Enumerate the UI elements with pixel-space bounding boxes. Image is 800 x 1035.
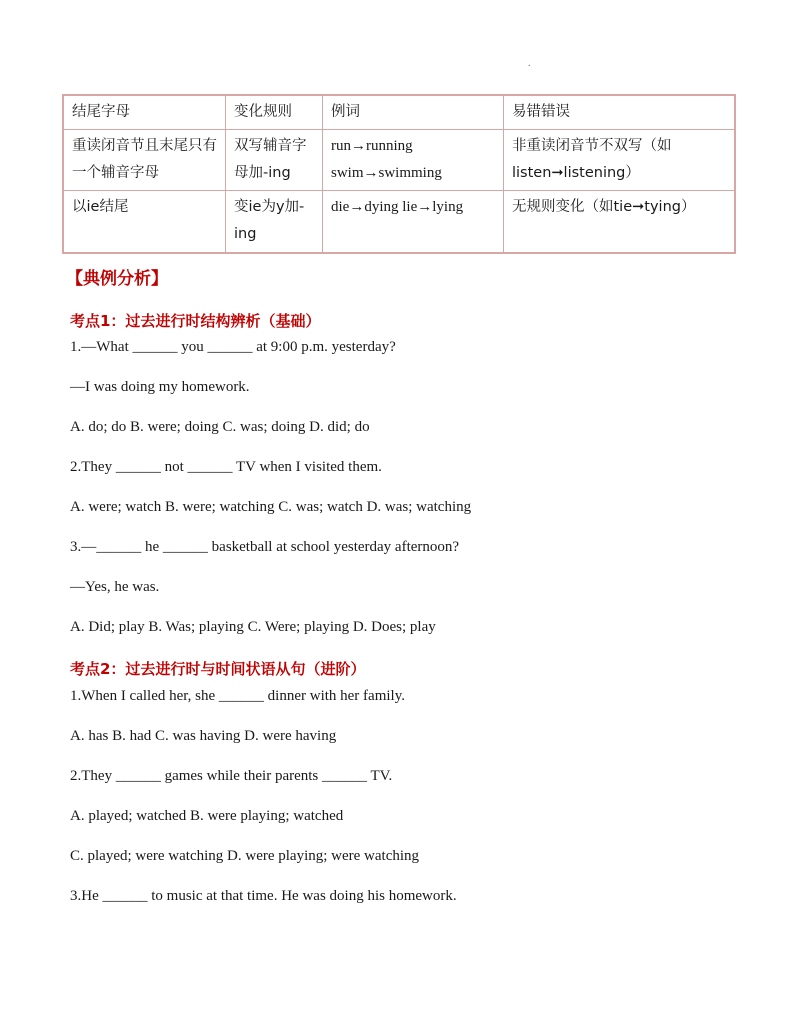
table-cell: 以ie结尾: [63, 191, 226, 253]
table-header-cell: 结尾字母: [63, 95, 226, 130]
table-header-cell: 例词: [323, 95, 504, 130]
table-cell: 非重读闭音节不双写（如listen➞listening）: [504, 130, 736, 191]
question-line: 2.They ______ not ______ TV when I visited them.: [70, 459, 382, 475]
options-line: A. Did; play B. Was; playing C. Were; playing D. Does; play: [70, 619, 436, 635]
table-header-row: [63, 95, 735, 130]
kd1-title: 考点1：过去进行时结构辨析（基础）: [70, 312, 321, 330]
page-dot: .: [528, 58, 531, 69]
question-line: 2.They ______ games while their parents ______ TV.: [70, 768, 393, 784]
table-header-cell: 变化规则: [226, 95, 323, 130]
options-line: A. do; do B. were; doing C. was; doing D. did; do: [70, 419, 370, 435]
kd2-title: 考点2：过去进行时与时间状语从句（进阶）: [70, 660, 366, 678]
spelling-rules-table: [62, 94, 736, 254]
table-header-cell: 易错错误: [504, 95, 736, 130]
table-row: [63, 191, 735, 253]
table-cell: 重读闭音节且末尾只有一个辅音字母: [63, 130, 226, 191]
answer-line: —Yes, he was.: [70, 579, 160, 595]
table-cell: run→running swim→swimming: [323, 130, 504, 191]
options-line: A. were; watch B. were; watching C. was; watch D. was; watching: [70, 499, 472, 515]
options-line: A. has B. had C. was having D. were having: [70, 728, 337, 744]
section-title: 【典例分析】: [66, 269, 168, 289]
table-cell: 双写辅音字母加-ing: [226, 130, 323, 191]
question-line: 3.—______ he ______ basketball at school yesterday afternoon?: [70, 539, 460, 555]
table-cell: 变ie为y加-ing: [226, 191, 323, 253]
answer-line: —I was doing my homework.: [70, 379, 250, 395]
question-line: 1.—What ______ you ______ at 9:00 p.m. yesterday?: [70, 339, 396, 355]
options-line: A. played; watched B. were playing; watched: [70, 808, 344, 824]
question-line: 3.He ______ to music at that time. He was doing his homework.: [70, 888, 457, 904]
table-cell: die→dying lie→lying: [323, 191, 504, 253]
table-cell: 无规则变化（如tie➞tying）: [504, 191, 736, 253]
options-line: C. played; were watching D. were playing; were watching: [70, 848, 420, 864]
question-line: 1.When I called her, she ______ dinner with her family.: [70, 688, 405, 704]
table-row: [63, 130, 735, 191]
